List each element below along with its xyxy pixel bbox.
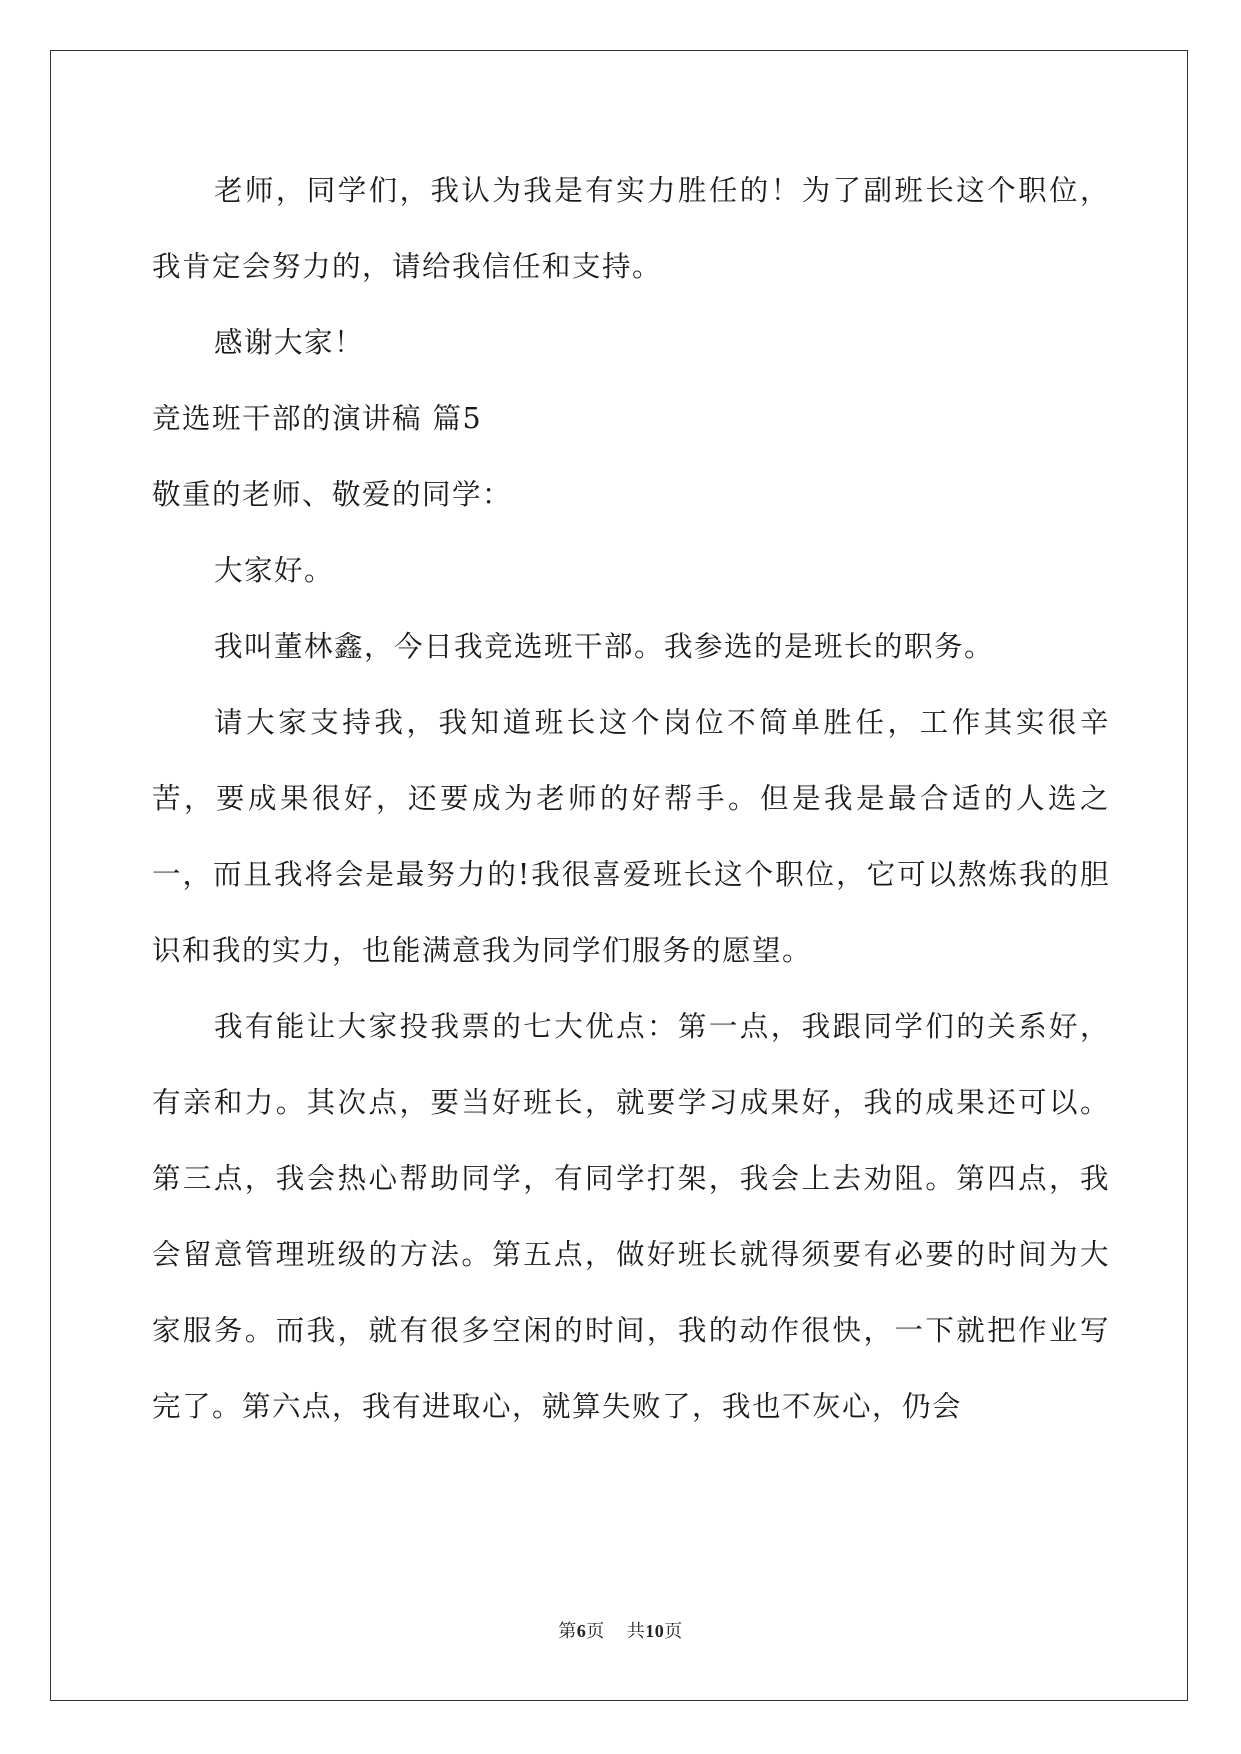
paragraph-closing-appeal: 老师，同学们，我认为我是有实力胜任的！为了副班长这个职位，我肯定会努力的，请给我信任和支持。 (152, 174, 1110, 283)
document-body (152, 0, 1110, 1445)
page-footer (0, 1619, 1241, 1644)
salutation: 敬重的老师、敬爱的同学： (152, 478, 513, 511)
footer-page-prefix: 第 (558, 1621, 577, 1642)
footer-total-pages: 10 (645, 1621, 665, 1641)
footer-total-prefix: 共 (626, 1621, 646, 1642)
paragraph-thanks: 感谢大家！ (214, 326, 365, 359)
footer-page-suffix: 页 (586, 1621, 605, 1642)
paragraph-strengths: 我有能让大家投我票的七大优点：第一点，我跟同学们的关系好，有亲和力。其次点，要当好班长，就要学习成果好，我的成果还可以。第三点，我会热心帮助同学，有同学打架，我会上去劝阻。第四点，我会留意管理班级的方法。第五点，做好班长就得须要有必要的时间为大家服务。而我，就有很多空闲的时间，我的动作很快，一下就把作业写完了。第六点，我有进取心，就算失败了，我也不灰心，仍会 (152, 1010, 1110, 1423)
paragraph-greeting: 大家好。 (214, 554, 335, 587)
section-heading: 竞选班干部的演讲稿 篇5 (152, 402, 483, 435)
footer-page-number: 6 (576, 1621, 587, 1641)
paragraph-introduction: 我叫董林鑫，今日我竞选班干部。我参选的是班长的职务。 (214, 630, 995, 663)
paragraph-request-support: 请大家支持我，我知道班长这个岗位不简单胜任，工作其实很辛苦，要成果很好，还要成为老师的好帮手。但是我是最合适的人选之一，而且我将会是最努力的!我很喜爱班长这个职位，它可以熬炼我的胆识和我的实力，也能满意我为同学们服务的愿望。 (152, 706, 1110, 967)
footer-total-suffix: 页 (664, 1621, 683, 1642)
